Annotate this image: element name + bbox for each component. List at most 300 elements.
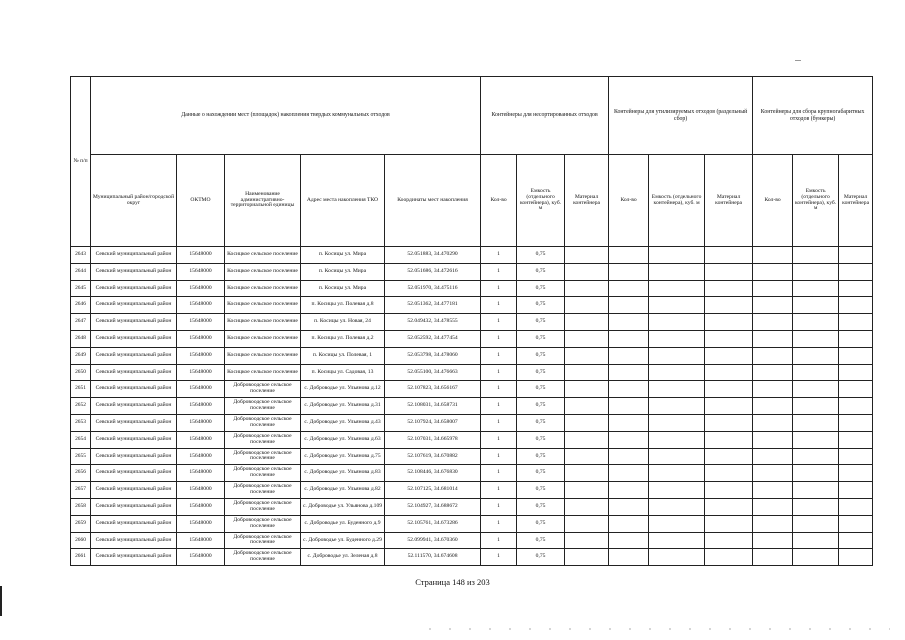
admin-unit-cell: Добровоодское сельское поселение (225, 465, 301, 482)
address-cell: с. Доброводье ул. Ульянова д.83 (301, 465, 385, 482)
coordinates-cell: 52.051883, 34.470290 (385, 247, 481, 264)
table-row (71, 263, 873, 280)
container-count-cell: 1 (481, 347, 517, 364)
municipality-cell: Севский муниципальный район (91, 515, 177, 532)
table-row (71, 314, 873, 331)
waste-sites-table (70, 76, 873, 566)
coordinates-cell: 52.053798, 34.478060 (385, 347, 481, 364)
container-capacity-cell: 0,75 (517, 347, 565, 364)
bulky-capacity-cell (793, 482, 839, 499)
header-separate-material: Материал контейнера (705, 155, 753, 247)
separate-capacity-cell (649, 364, 705, 381)
table-row (71, 381, 873, 398)
container-capacity-cell: 0,75 (517, 515, 565, 532)
table-row (71, 482, 873, 499)
bulky-count-cell (753, 330, 793, 347)
container-material-cell (565, 532, 609, 549)
container-capacity-cell: 0,75 (517, 398, 565, 415)
bulky-material-cell (839, 414, 873, 431)
header-containers-group: Контейнеры для несортированных отходов (481, 77, 609, 155)
separate-capacity-cell (649, 431, 705, 448)
oktmo-cell: 15648000 (177, 482, 225, 499)
address-cell: п. Косицы ул. Мира (301, 263, 385, 280)
municipality-cell: Севский муниципальный район (91, 364, 177, 381)
table-row (71, 448, 873, 465)
row-number: 2659 (71, 515, 91, 532)
separate-capacity-cell (649, 414, 705, 431)
municipality-cell: Севский муниципальный район (91, 498, 177, 515)
table-row (71, 247, 873, 264)
address-cell: с. Доброводье ул. Буденного д.29 (301, 532, 385, 549)
table-row (71, 398, 873, 415)
container-count-cell: 1 (481, 398, 517, 415)
table-row (71, 515, 873, 532)
bulky-count-cell (753, 347, 793, 364)
bulky-material-cell (839, 431, 873, 448)
container-material-cell (565, 414, 609, 431)
separate-material-cell (705, 263, 753, 280)
bulky-material-cell (839, 314, 873, 331)
table-row (71, 465, 873, 482)
container-capacity-cell: 0,75 (517, 247, 565, 264)
separate-capacity-cell (649, 448, 705, 465)
separate-count-cell (609, 465, 649, 482)
bulky-material-cell (839, 398, 873, 415)
address-cell: с. Доброводье ул. Ульянова д.12 (301, 381, 385, 398)
municipality-cell: Севский муниципальный район (91, 465, 177, 482)
oktmo-cell: 15648000 (177, 448, 225, 465)
row-number: 2644 (71, 263, 91, 280)
bulky-count-cell (753, 398, 793, 415)
separate-material-cell (705, 364, 753, 381)
container-count-cell: 1 (481, 381, 517, 398)
coordinates-cell: 52.108031, 34.658731 (385, 398, 481, 415)
oktmo-cell: 15648000 (177, 247, 225, 264)
container-count-cell: 1 (481, 364, 517, 381)
address-cell: п. Косицы ул. Садовая, 13 (301, 364, 385, 381)
header-bulky-waste-group: Контейнеры для сбора крупногабаритных отходов (бункеры) (753, 77, 873, 155)
bulky-material-cell (839, 247, 873, 264)
separate-count-cell (609, 549, 649, 566)
container-count-cell: 1 (481, 448, 517, 465)
admin-unit-cell: Косицкое сельское поселение (225, 314, 301, 331)
container-count-cell: 1 (481, 314, 517, 331)
table-row (71, 330, 873, 347)
oktmo-cell: 15648000 (177, 465, 225, 482)
separate-capacity-cell (649, 330, 705, 347)
bulky-capacity-cell (793, 498, 839, 515)
separate-material-cell (705, 414, 753, 431)
coordinates-cell: 52.107619, 34.670882 (385, 448, 481, 465)
separate-material-cell (705, 330, 753, 347)
bulky-material-cell (839, 280, 873, 297)
address-cell: с. Доброводье ул. Ульянова д.63 (301, 431, 385, 448)
container-capacity-cell: 0,75 (517, 297, 565, 314)
address-cell: п. Косицы ул. Новая, 24 (301, 314, 385, 331)
table-row (71, 280, 873, 297)
container-capacity-cell: 0,75 (517, 314, 565, 331)
container-material-cell (565, 549, 609, 566)
container-count-cell: 1 (481, 482, 517, 499)
container-count-cell: 1 (481, 263, 517, 280)
bulky-capacity-cell (793, 297, 839, 314)
page-number: Страница 148 из 203 (415, 577, 490, 587)
separate-count-cell (609, 330, 649, 347)
address-cell: п. Косицы ул. Полевая д.2 (301, 330, 385, 347)
address-cell: п. Косицы ул. Мира (301, 280, 385, 297)
separate-material-cell (705, 515, 753, 532)
row-number: 2655 (71, 448, 91, 465)
bulky-material-cell (839, 381, 873, 398)
bulky-count-cell (753, 414, 793, 431)
scan-mark (0, 586, 2, 616)
container-material-cell (565, 297, 609, 314)
container-count-cell: 1 (481, 465, 517, 482)
address-cell: с. Доброводье ул. Ульянова д.31 (301, 398, 385, 415)
header-separate-collection-group: Контейнеры для утилизируемых отходов (раздельный сбор) (609, 77, 753, 155)
admin-unit-cell: Косицкое сельское поселение (225, 330, 301, 347)
bulky-material-cell (839, 364, 873, 381)
container-material-cell (565, 398, 609, 415)
municipality-cell: Севский муниципальный район (91, 398, 177, 415)
container-material-cell (565, 364, 609, 381)
separate-capacity-cell (649, 482, 705, 499)
container-count-cell: 1 (481, 414, 517, 431)
row-number: 2647 (71, 314, 91, 331)
header-separate-capacity: Емкость (отдельного контейнера), куб. м (649, 155, 705, 247)
bulky-count-cell (753, 297, 793, 314)
admin-unit-cell: Косицкое сельское поселение (225, 247, 301, 264)
bulky-capacity-cell (793, 330, 839, 347)
bulky-material-cell (839, 297, 873, 314)
row-number: 2648 (71, 330, 91, 347)
bulky-count-cell (753, 364, 793, 381)
container-count-cell: 1 (481, 515, 517, 532)
scan-mark (795, 60, 801, 61)
separate-material-cell (705, 314, 753, 331)
separate-material-cell (705, 532, 753, 549)
municipality-cell: Севский муниципальный район (91, 330, 177, 347)
address-cell: с. Доброводье ул. Ульянова д.75 (301, 448, 385, 465)
separate-capacity-cell (649, 465, 705, 482)
address-cell: с. Доброводье ул. Зеленая д.8 (301, 549, 385, 566)
separate-count-cell (609, 280, 649, 297)
municipality-cell: Севский муниципальный район (91, 431, 177, 448)
bulky-capacity-cell (793, 398, 839, 415)
separate-count-cell (609, 381, 649, 398)
table-body (71, 247, 873, 566)
container-capacity-cell: 0,75 (517, 465, 565, 482)
bulky-capacity-cell (793, 263, 839, 280)
separate-capacity-cell (649, 532, 705, 549)
municipality-cell: Севский муниципальный район (91, 280, 177, 297)
container-material-cell (565, 263, 609, 280)
container-material-cell (565, 280, 609, 297)
header-municipality: Муниципальный район/городской округ (91, 155, 177, 247)
municipality-cell: Севский муниципальный район (91, 482, 177, 499)
separate-capacity-cell (649, 498, 705, 515)
container-count-cell: 1 (481, 498, 517, 515)
separate-material-cell (705, 448, 753, 465)
separate-material-cell (705, 482, 753, 499)
separate-count-cell (609, 448, 649, 465)
oktmo-cell: 15648000 (177, 297, 225, 314)
bulky-count-cell (753, 314, 793, 331)
separate-count-cell (609, 297, 649, 314)
header-material: Материал контейнера (565, 155, 609, 247)
municipality-cell: Севский муниципальный район (91, 297, 177, 314)
address-cell: п. Косицы ул. Мира (301, 247, 385, 264)
admin-unit-cell: Добровоодское сельское поселение (225, 448, 301, 465)
separate-capacity-cell (649, 347, 705, 364)
container-capacity-cell: 0,75 (517, 330, 565, 347)
bulky-count-cell (753, 532, 793, 549)
row-number: 2645 (71, 280, 91, 297)
separate-count-cell (609, 263, 649, 280)
separate-material-cell (705, 465, 753, 482)
scan-noise (420, 627, 890, 631)
separate-count-cell (609, 364, 649, 381)
bulky-capacity-cell (793, 532, 839, 549)
container-material-cell (565, 515, 609, 532)
header-row-number: № п/п (71, 77, 91, 247)
container-count-cell: 1 (481, 532, 517, 549)
coordinates-cell: 52.099941, 34.670360 (385, 532, 481, 549)
oktmo-cell: 15648000 (177, 280, 225, 297)
bulky-material-cell (839, 330, 873, 347)
container-material-cell (565, 498, 609, 515)
separate-material-cell (705, 280, 753, 297)
bulky-material-cell (839, 498, 873, 515)
container-material-cell (565, 330, 609, 347)
bulky-count-cell (753, 515, 793, 532)
oktmo-cell: 15648000 (177, 431, 225, 448)
row-number: 2650 (71, 364, 91, 381)
admin-unit-cell: Косицкое сельское поселение (225, 347, 301, 364)
bulky-count-cell (753, 280, 793, 297)
coordinates-cell: 52.107823, 34.656167 (385, 381, 481, 398)
admin-unit-cell: Добровоодское сельское поселение (225, 498, 301, 515)
bulky-material-cell (839, 482, 873, 499)
container-capacity-cell: 0,75 (517, 448, 565, 465)
row-number: 2651 (71, 381, 91, 398)
separate-count-cell (609, 498, 649, 515)
separate-count-cell (609, 314, 649, 331)
coordinates-cell: 52.111570, 34.674608 (385, 549, 481, 566)
admin-unit-cell: Косицкое сельское поселение (225, 297, 301, 314)
coordinates-cell: 52.049432, 34.478555 (385, 314, 481, 331)
header-capacity: Емкость (отдельного контейнера), куб. м (517, 155, 565, 247)
separate-count-cell (609, 482, 649, 499)
bulky-count-cell (753, 482, 793, 499)
table-row (71, 431, 873, 448)
admin-unit-cell: Добровоодское сельское поселение (225, 431, 301, 448)
row-number: 2643 (71, 247, 91, 264)
bulky-capacity-cell (793, 247, 839, 264)
header-bulky-capacity: Емкость (отдельного контейнера), куб. м (793, 155, 839, 247)
bulky-count-cell (753, 247, 793, 264)
header-bulky-material: Материал контейнера (839, 155, 873, 247)
bulky-material-cell (839, 263, 873, 280)
container-capacity-cell: 0,75 (517, 532, 565, 549)
address-cell: с. Доброводье ул. Буденного д.9 (301, 515, 385, 532)
bulky-material-cell (839, 532, 873, 549)
separate-capacity-cell (649, 263, 705, 280)
container-capacity-cell: 0,75 (517, 482, 565, 499)
bulky-count-cell (753, 431, 793, 448)
row-number: 2646 (71, 297, 91, 314)
oktmo-cell: 15648000 (177, 314, 225, 331)
separate-count-cell (609, 414, 649, 431)
address-cell: с. Доброводье ул. Ульянова д.109 (301, 498, 385, 515)
admin-unit-cell: Косицкое сельское поселение (225, 364, 301, 381)
bulky-capacity-cell (793, 364, 839, 381)
separate-material-cell (705, 498, 753, 515)
bulky-capacity-cell (793, 314, 839, 331)
address-cell: п. Косицы ул. Полевая д.8 (301, 297, 385, 314)
separate-material-cell (705, 431, 753, 448)
address-cell: п. Косицы ул. Полевая, 1 (301, 347, 385, 364)
container-capacity-cell: 0,75 (517, 364, 565, 381)
municipality-cell: Севский муниципальный район (91, 314, 177, 331)
header-coordinates: Координаты мест накопления (385, 155, 481, 247)
header-admin-unit: Наименование административно-территориальной единицы (225, 155, 301, 247)
separate-capacity-cell (649, 515, 705, 532)
bulky-capacity-cell (793, 280, 839, 297)
table-row (71, 549, 873, 566)
coordinates-cell: 52.104927, 34.688672 (385, 498, 481, 515)
separate-count-cell (609, 347, 649, 364)
bulky-capacity-cell (793, 431, 839, 448)
container-material-cell (565, 381, 609, 398)
oktmo-cell: 15648000 (177, 414, 225, 431)
row-number: 2658 (71, 498, 91, 515)
address-cell: с. Доброводье ул. Ульянова д.82 (301, 482, 385, 499)
separate-material-cell (705, 549, 753, 566)
container-capacity-cell: 0,75 (517, 280, 565, 297)
coordinates-cell: 52.051362, 34.477181 (385, 297, 481, 314)
container-capacity-cell: 0,75 (517, 414, 565, 431)
coordinates-cell: 52.107924, 34.658007 (385, 414, 481, 431)
container-count-cell: 1 (481, 280, 517, 297)
admin-unit-cell: Добровоодское сельское поселение (225, 515, 301, 532)
oktmo-cell: 15648000 (177, 549, 225, 566)
container-material-cell (565, 465, 609, 482)
header-location-group: Данные о нахождении мест (площадок) накопления твердых коммунальных отходов (91, 77, 481, 155)
bulky-capacity-cell (793, 448, 839, 465)
separate-count-cell (609, 532, 649, 549)
row-number: 2660 (71, 532, 91, 549)
container-material-cell (565, 482, 609, 499)
bulky-capacity-cell (793, 347, 839, 364)
separate-material-cell (705, 347, 753, 364)
municipality-cell: Севский муниципальный район (91, 414, 177, 431)
separate-material-cell (705, 297, 753, 314)
separate-capacity-cell (649, 549, 705, 566)
oktmo-cell: 15648000 (177, 347, 225, 364)
admin-unit-cell: Косицкое сельское поселение (225, 263, 301, 280)
coordinates-cell: 52.107031, 34.665978 (385, 431, 481, 448)
container-material-cell (565, 448, 609, 465)
bulky-count-cell (753, 498, 793, 515)
container-count-cell: 1 (481, 297, 517, 314)
coordinates-cell: 52.051686, 34.472616 (385, 263, 481, 280)
coordinates-cell: 52.055100, 34.476663 (385, 364, 481, 381)
header-count: Кол-во (481, 155, 517, 247)
separate-count-cell (609, 515, 649, 532)
header-separate-count: Кол-во (609, 155, 649, 247)
separate-material-cell (705, 247, 753, 264)
admin-unit-cell: Добровоодское сельское поселение (225, 414, 301, 431)
oktmo-cell: 15648000 (177, 263, 225, 280)
bulky-material-cell (839, 549, 873, 566)
separate-material-cell (705, 398, 753, 415)
container-count-cell: 1 (481, 330, 517, 347)
bulky-capacity-cell (793, 465, 839, 482)
separate-capacity-cell (649, 297, 705, 314)
oktmo-cell: 15648000 (177, 498, 225, 515)
bulky-material-cell (839, 448, 873, 465)
container-material-cell (565, 314, 609, 331)
admin-unit-cell: Добровоодское сельское поселение (225, 532, 301, 549)
municipality-cell: Севский муниципальный район (91, 549, 177, 566)
container-capacity-cell: 0,75 (517, 381, 565, 398)
table-row (71, 498, 873, 515)
coordinates-cell: 52.107125, 34.681014 (385, 482, 481, 499)
bulky-capacity-cell (793, 515, 839, 532)
coordinates-cell: 52.108446, 34.676830 (385, 465, 481, 482)
table-row (71, 364, 873, 381)
container-capacity-cell: 0,75 (517, 498, 565, 515)
bulky-material-cell (839, 347, 873, 364)
oktmo-cell: 15648000 (177, 330, 225, 347)
bulky-material-cell (839, 465, 873, 482)
oktmo-cell: 15648000 (177, 532, 225, 549)
municipality-cell: Севский муниципальный район (91, 381, 177, 398)
header-oktmo: ОКТМО (177, 155, 225, 247)
row-number: 2654 (71, 431, 91, 448)
header-bulky-count: Кол-во (753, 155, 793, 247)
admin-unit-cell: Добровоодское сельское поселение (225, 482, 301, 499)
row-number: 2649 (71, 347, 91, 364)
municipality-cell: Севский муниципальный район (91, 347, 177, 364)
oktmo-cell: 15648000 (177, 364, 225, 381)
bulky-capacity-cell (793, 549, 839, 566)
oktmo-cell: 15648000 (177, 381, 225, 398)
container-count-cell: 1 (481, 431, 517, 448)
separate-count-cell (609, 398, 649, 415)
bulky-count-cell (753, 448, 793, 465)
coordinates-cell: 52.105761, 34.673286 (385, 515, 481, 532)
bulky-count-cell (753, 263, 793, 280)
row-number: 2661 (71, 549, 91, 566)
admin-unit-cell: Добровоодское сельское поселение (225, 549, 301, 566)
separate-count-cell (609, 247, 649, 264)
municipality-cell: Севский муниципальный район (91, 263, 177, 280)
separate-capacity-cell (649, 398, 705, 415)
container-capacity-cell: 0,75 (517, 263, 565, 280)
address-cell: с. Доброводье ул. Ульянова д.43 (301, 414, 385, 431)
container-capacity-cell: 0,75 (517, 549, 565, 566)
container-material-cell (565, 347, 609, 364)
table-row (71, 347, 873, 364)
admin-unit-cell: Добровоодское сельское поселение (225, 381, 301, 398)
separate-material-cell (705, 381, 753, 398)
bulky-count-cell (753, 465, 793, 482)
row-number: 2657 (71, 482, 91, 499)
municipality-cell: Севский муниципальный район (91, 247, 177, 264)
bulky-material-cell (839, 515, 873, 532)
